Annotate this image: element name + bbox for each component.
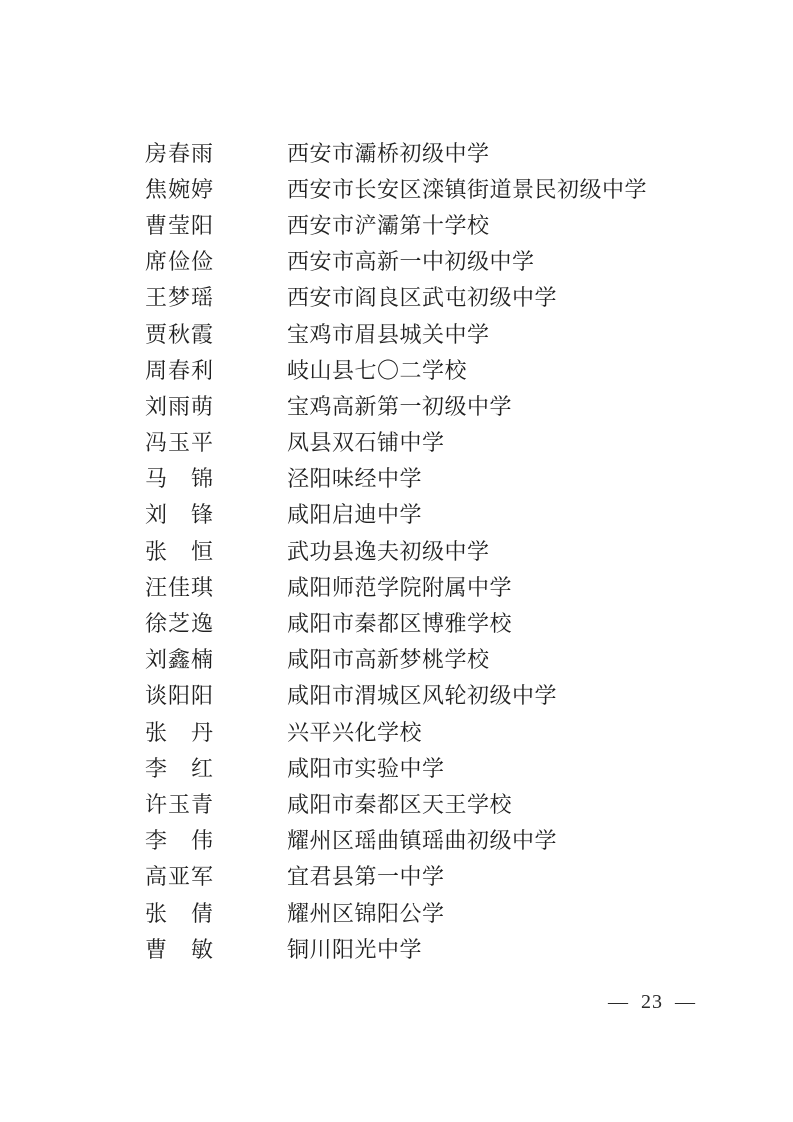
recipient-name: 刘鑫楠 [145,647,215,673]
recipient-name: 张 丹 [145,719,215,745]
school-name: 宝鸡市眉县城关中学 [287,321,490,347]
table-row [145,930,647,966]
recipient-name: 徐芝逸 [145,611,215,637]
recipient-name: 汪佳琪 [145,574,215,600]
school-name: 耀州区锦阳公学 [287,900,445,926]
school-name: 宝鸡高新第一初级中学 [287,393,513,419]
school-name: 岐山县七〇二学校 [287,357,468,383]
school-name: 咸阳师范学院附属中学 [287,574,513,600]
table-row [145,641,647,677]
table-row [145,279,647,315]
school-name: 西安市长安区滦镇街道景民初级中学 [287,176,648,202]
recipient-name: 王梦瑶 [145,285,215,311]
table-row [145,424,647,460]
recipient-name: 贾秋霞 [145,321,215,347]
school-name: 咸阳市秦都区天王学校 [287,791,513,817]
table-row [145,822,647,858]
recipient-list [145,134,647,966]
page-number: — 23 — [608,991,696,1013]
recipient-name: 周春利 [145,357,215,383]
school-name: 咸阳市渭城区风轮初级中学 [287,683,558,709]
recipient-name: 刘雨萌 [145,393,215,419]
table-row [145,568,647,604]
table-row [145,496,647,532]
table-row [145,206,647,242]
recipient-name: 许玉青 [145,791,215,817]
school-name: 铜川阳光中学 [287,936,423,962]
table-row [145,532,647,568]
school-name: 宜君县第一中学 [287,864,445,890]
school-name: 西安市高新一中初级中学 [287,249,535,275]
school-name: 兴平兴化学校 [287,719,423,745]
table-row [145,894,647,930]
recipient-name: 高亚军 [145,864,215,890]
table-row [145,315,647,351]
table-row [145,604,647,640]
table-row [145,785,647,821]
school-name: 西安市灞桥初级中学 [287,140,490,166]
school-name: 耀州区瑶曲镇瑶曲初级中学 [287,828,558,854]
table-row [145,677,647,713]
recipient-name: 冯玉平 [145,430,215,456]
recipient-name: 席俭俭 [145,249,215,275]
recipient-name: 曹 敏 [145,936,215,962]
recipient-name: 李 伟 [145,828,215,854]
school-name: 西安市浐灞第十学校 [287,212,490,238]
recipient-name: 焦婉婷 [145,176,215,202]
table-row [145,387,647,423]
table-row [145,351,647,387]
table-row [145,170,647,206]
school-name: 咸阳市秦都区博雅学校 [287,611,513,637]
table-row [145,713,647,749]
recipient-name: 张 恒 [145,538,215,564]
table-row [145,243,647,279]
recipient-name: 马 锦 [145,466,215,492]
table-row [145,134,647,170]
recipient-name: 张 倩 [145,900,215,926]
recipient-name: 李 红 [145,755,215,781]
school-name: 泾阳味经中学 [287,466,423,492]
school-name: 咸阳启迪中学 [287,502,423,528]
school-name: 咸阳市高新梦桃学校 [287,647,490,673]
recipient-name: 房春雨 [145,140,215,166]
recipient-name: 刘 锋 [145,502,215,528]
school-name: 凤县双石铺中学 [287,430,445,456]
school-name: 西安市阎良区武屯初级中学 [287,285,558,311]
table-row [145,858,647,894]
table-row [145,460,647,496]
table-row [145,749,647,785]
recipient-name: 曹莹阳 [145,212,215,238]
recipient-name: 谈阳阳 [145,683,215,709]
school-name: 咸阳市实验中学 [287,755,445,781]
school-name: 武功县逸夫初级中学 [287,538,490,564]
